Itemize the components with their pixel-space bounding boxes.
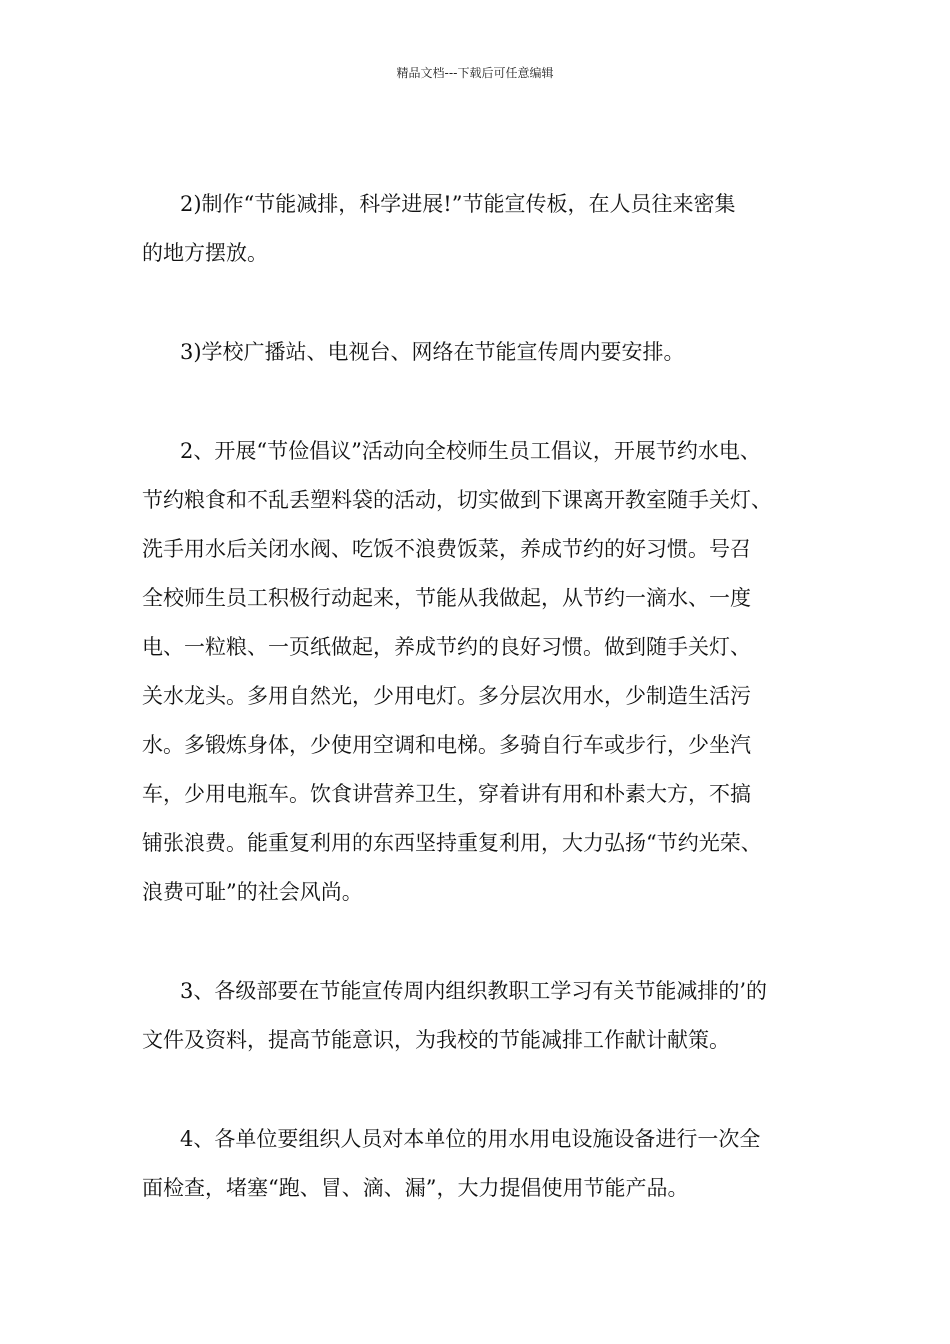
text-line: 3、各级部要在节能宣传周内组织教职工学习有关节能减排的’的	[180, 979, 768, 1003]
text-line: 洗手用水后关闭水阀、吃饭不浪费饭菜，养成节约的好习惯。号召	[142, 537, 751, 561]
text-line: 全校师生员工积极行动起来，节能从我做起，从节约一滴水、一度	[142, 586, 751, 610]
paragraph-section-4	[142, 1115, 822, 1213]
paragraph-item-2	[142, 180, 822, 278]
text-line: 水。多锻炼身体，少使用空调和电梯。多骑自行车或步行，少坐汽	[142, 733, 751, 757]
text-line: 面检查，堵塞“跑、冒、滴、漏”，大力提倡使用节能产品。	[142, 1176, 689, 1200]
text-line: 关水龙头。多用自然光，少用电灯。多分层次用水，少制造生活污	[142, 684, 751, 708]
page-header: 精品文档---下载后可任意编辑	[396, 66, 554, 80]
text-line: 的地方摆放。	[142, 241, 268, 265]
paragraph-item-3	[142, 328, 822, 377]
text-line: 4、各单位要组织人员对本单位的用水用电设施设备进行一次全	[180, 1127, 761, 1151]
text-line: 电、一粒粮、一页纸做起，养成节约的良好习惯。做到随手关灯、	[142, 635, 751, 659]
text-line: 浪费可耻”的社会风尚。	[142, 880, 363, 904]
text-line: 文件及资料，提高节能意识，为我校的节能减排工作献计献策。	[142, 1028, 730, 1052]
paragraph-section-2	[142, 427, 822, 917]
text-line: 2)制作“节能减排，科学进展!”节能宣传板，在人员往来密集	[180, 192, 736, 216]
paragraph-section-3	[142, 967, 822, 1065]
document-body	[142, 180, 822, 1263]
text-line: 节约粮食和不乱丢塑料袋的活动，切实做到下课离开教室随手关灯、	[142, 488, 772, 512]
text-line: 铺张浪费。能重复利用的东西坚持重复利用，大力弘扬“节约光荣、	[142, 831, 762, 855]
text-line: 车，少用电瓶车。饮食讲营养卫生，穿着讲有用和朴素大方，不搞	[142, 782, 751, 806]
text-line: 3)学校广播站、电视台、网络在节能宣传周内要安排。	[180, 340, 685, 364]
text-line: 2、开展“节俭倡议”活动向全校师生员工倡议，开展节约水电、	[180, 439, 761, 463]
